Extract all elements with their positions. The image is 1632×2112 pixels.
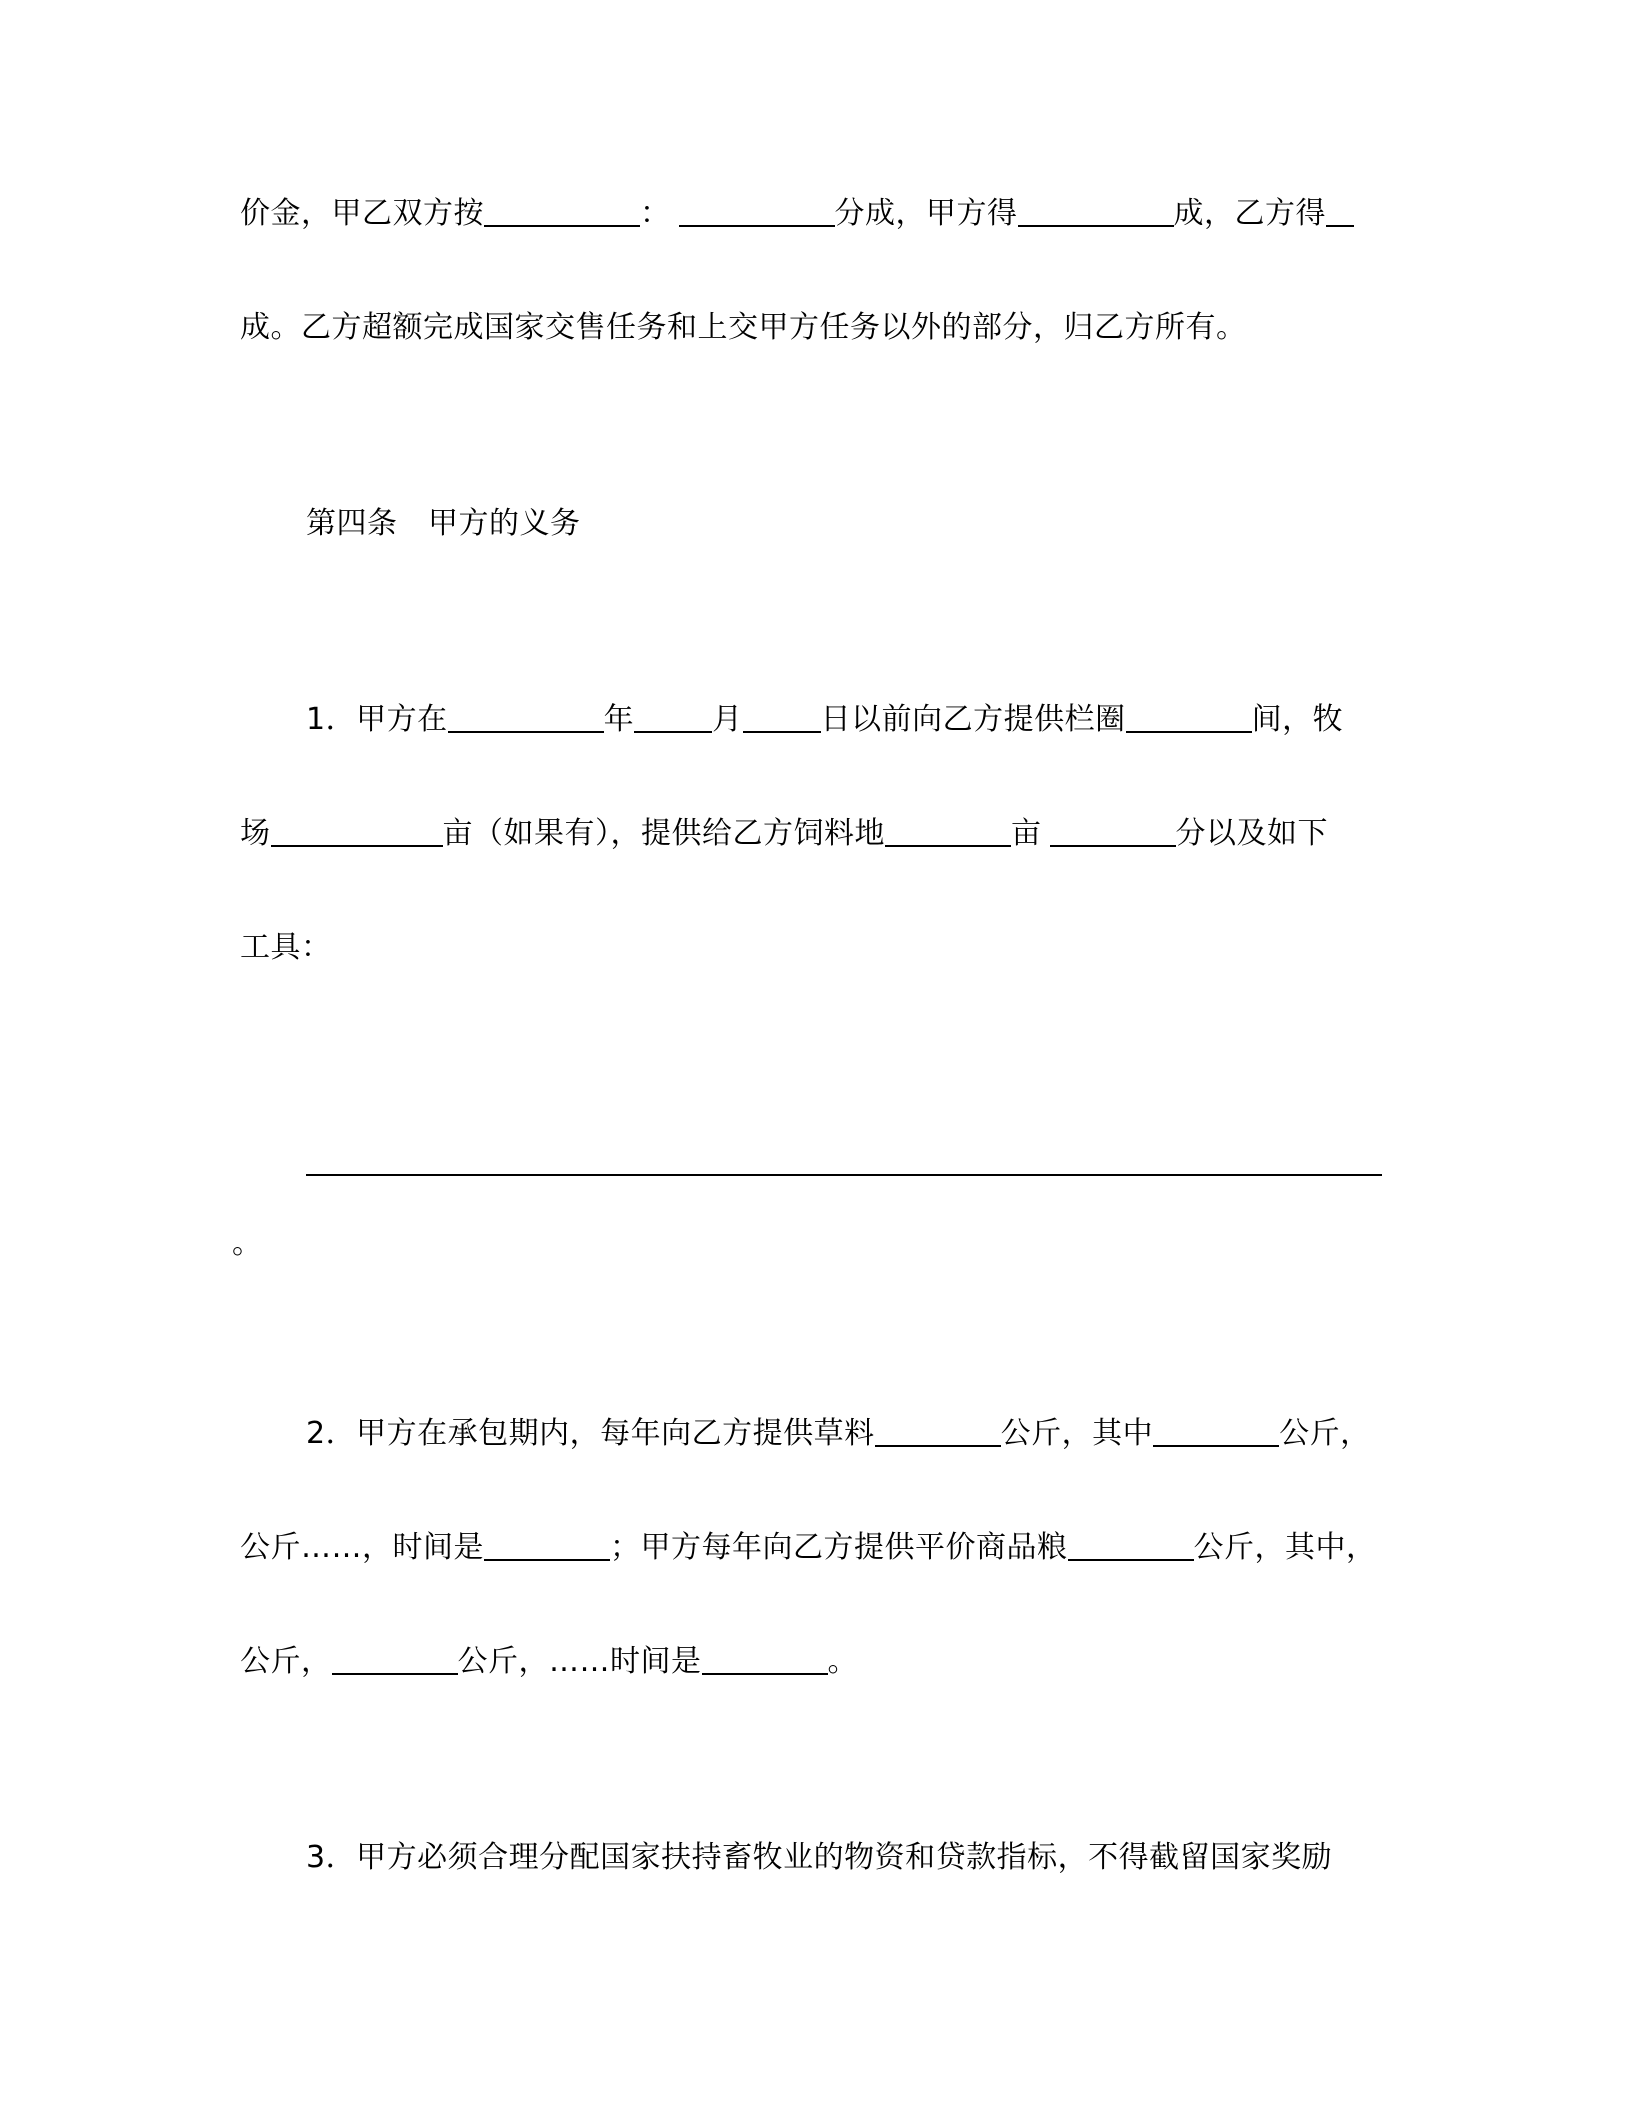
blank-field: [1126, 701, 1252, 733]
text-segment: 。: [827, 1644, 858, 1679]
item-1-line-3: [240, 928, 332, 968]
blank-field: [1068, 1529, 1194, 1561]
text-segment: ：: [640, 196, 671, 231]
text-segment: 间，牧: [1251, 702, 1344, 737]
tools-blank-line: [306, 1174, 1382, 1176]
blank-field: [484, 1529, 610, 1561]
text-segment: 分以及如下: [1175, 816, 1328, 851]
text-segment: 亩（如果有），提供给乙方饲料地: [442, 816, 885, 851]
article-heading: 第四条 甲方的义务: [306, 506, 581, 541]
text-segment: 亩: [1011, 816, 1042, 851]
item-2-line-3: [240, 1642, 858, 1682]
item-1-line-1: [306, 700, 1343, 740]
text-segment: 月: [712, 702, 743, 737]
paragraph-line: [240, 308, 1247, 348]
blank-field: [875, 1415, 1001, 1447]
blank-field: [271, 815, 443, 847]
text-segment: 场: [240, 816, 271, 851]
text-segment: 公斤……，时间是: [240, 1530, 484, 1565]
text-segment: 成。乙方超额完成国家交售任务和上交甲方任务以外的部分，归乙方所有。: [240, 310, 1247, 345]
blank-field: [634, 701, 712, 733]
text-segment: 公斤，其中，: [1193, 1530, 1377, 1565]
text-segment: 公斤，其中: [1000, 1416, 1154, 1451]
blank-field: [1018, 195, 1174, 227]
blank-field: [1326, 195, 1354, 227]
blank-field: [332, 1643, 458, 1675]
blank-field: [885, 815, 1011, 847]
text-segment: 2．甲方在承包期内，每年向乙方提供草料: [306, 1416, 875, 1451]
blank-field: [1050, 815, 1176, 847]
text-segment: 1．甲方在: [306, 702, 448, 737]
paragraph-line: [240, 194, 1354, 234]
item-2-line-2: [240, 1528, 1377, 1568]
blank-field: [702, 1643, 828, 1675]
text-segment: 成，乙方得: [1173, 196, 1326, 231]
item-3-line-1: [306, 1838, 1332, 1878]
text-segment: 分成，甲方得: [834, 196, 1018, 231]
text-segment: 公斤，……时间是: [457, 1644, 702, 1679]
text-segment: 年: [603, 702, 635, 737]
blank-field: [679, 195, 835, 227]
item-2-line-1: [306, 1414, 1371, 1454]
item-1-line-2: [240, 814, 1328, 854]
text-segment: 价金，甲乙双方按: [240, 196, 484, 231]
text-segment: 日以前向乙方提供栏圈: [820, 702, 1126, 737]
blank-field: [1153, 1415, 1279, 1447]
text-segment: 公斤，: [1279, 1416, 1371, 1451]
text-segment: 工具：: [240, 930, 332, 965]
blank-field: [743, 701, 821, 733]
text-segment: 3．甲方必须合理分配国家扶持畜牧业的物资和贷款指标，不得截留国家奖励: [306, 1840, 1333, 1875]
blank-field: [484, 195, 640, 227]
blank-field: [448, 701, 604, 733]
text-segment: ；甲方每年向乙方提供平价商品粮: [610, 1530, 1068, 1565]
item-1-end: 。: [232, 1226, 263, 1261]
text-segment: 公斤，: [240, 1644, 332, 1679]
